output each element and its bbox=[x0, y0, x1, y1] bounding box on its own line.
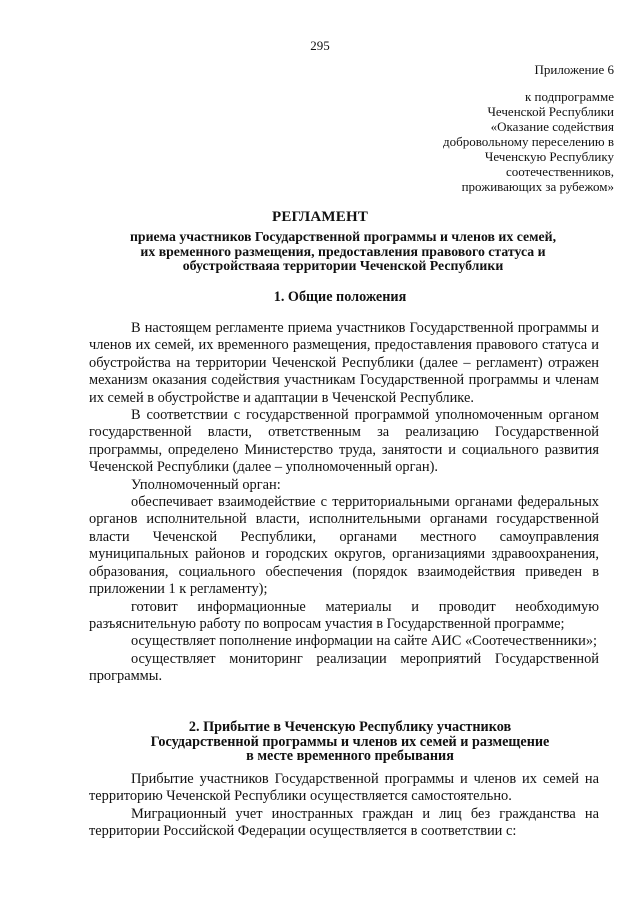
heading-line: в месте временного пребывания bbox=[246, 748, 454, 764]
list-item: осуществляет мониторинг реализации мероприятий Государственной программы. bbox=[89, 650, 599, 685]
paragraph: В настоящем регламенте приема участников Государственной программы и членов их семей, их временного размещения, предоставления правового статуса и обустройства на территории Чеченской Республики (далее – регламент) отражен механизм оказания содействия участникам Государственной программы и членам их семей в обустройстве и адаптации в Чеченской Республике. bbox=[89, 320, 599, 406]
list-item: готовит информационные материалы и проводит необходимую разъяснительную работу по вопросам участия в Государственной программе; bbox=[89, 598, 599, 632]
subtitle-line: их временного размещения, предоставления правового статуса и bbox=[140, 243, 546, 259]
section1-heading: 1. Общие положения bbox=[273, 289, 407, 305]
list-item: обеспечивает взаимодействие с территориальными органами федеральных органов исполнительной власти, исполнительными органами государственной власти Чеченской Республики, органами местного самоуправления муниципальных районов и городских округов, организациями здравоохранения, образования, социального обеспечения (порядок взаимодействия приведен в приложении 1 к регламенту); bbox=[89, 494, 599, 598]
appendix-block bbox=[314, 62, 614, 194]
page-number: 295 bbox=[310, 38, 330, 53]
subtitle-line: обустройстваяа территории Чеченской Республики bbox=[182, 258, 504, 273]
heading-line: Государственной программы и членов их семей и размещение bbox=[150, 733, 550, 750]
paragraph: В соответствии с государственной программой уполномоченным органом государственной власти, ответственным за реализацию Государственной программы, определено Министерство труда, занятости и социального развития Чеченской Республики (далее – уполномоченный орган). bbox=[89, 407, 599, 476]
appendix-line: проживающих за рубежом» bbox=[461, 179, 614, 194]
subtitle-line: приема участников Государственной программы и членов их семей, bbox=[129, 229, 557, 244]
document-subtitle bbox=[108, 230, 578, 274]
paragraph: Миграционный учет иностранных граждан и лиц без гражданства на территории Российской Федерации осуществляется в соответствии с: bbox=[89, 805, 599, 840]
appendix-title: Приложение 6 bbox=[534, 62, 614, 77]
appendix-line: добровольному переселению в bbox=[443, 134, 614, 149]
heading-line: 2. Прибытие в Чеченскую Республику участников bbox=[188, 719, 512, 735]
list-item: осуществляет пополнение информации на сайте АИС «Соотечественники»; bbox=[131, 633, 598, 650]
section2-body bbox=[89, 771, 599, 841]
appendix-line: Чеченскую Республику bbox=[484, 149, 614, 164]
paragraph: Уполномоченный орган: bbox=[131, 476, 281, 493]
paragraph: Прибытие участников Государственной программы и членов их семей на территорию Чеченской Республики осуществляется самостоятельно. bbox=[89, 771, 599, 805]
appendix-line: к подпрограмме bbox=[524, 89, 614, 104]
document-title: РЕГЛАМЕНТ bbox=[271, 209, 369, 225]
appendix-line: Чеченской Республики bbox=[487, 104, 614, 119]
appendix-line: соотечественников, bbox=[505, 164, 614, 179]
section2-heading bbox=[100, 720, 600, 764]
appendix-line: «Оказание содействия bbox=[490, 119, 614, 134]
section1-body bbox=[89, 320, 599, 686]
